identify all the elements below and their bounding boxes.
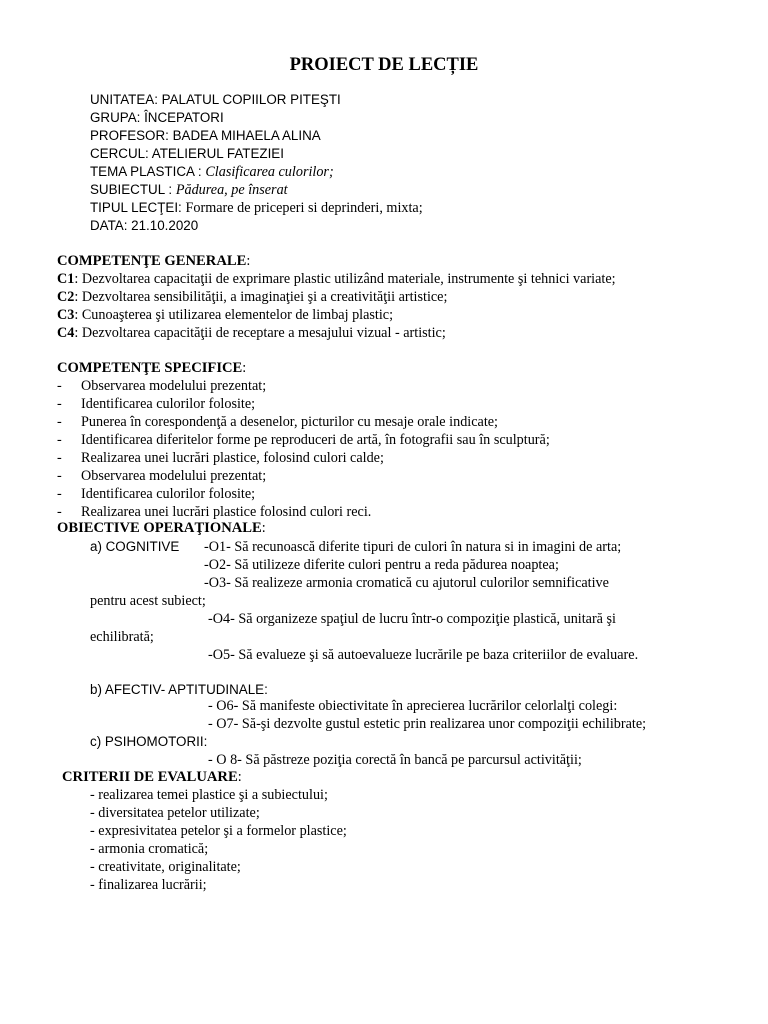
competenta-c3: C3: Cunoaşterea şi utilizarea elementelor de limbaj plastic; bbox=[57, 307, 394, 323]
list-item: Identificarea diferitelor forme pe reproduceri de artă, în fotografii sau în sculptură; bbox=[81, 432, 550, 448]
competenta-c4: C4: Dezvoltarea capacităţii de receptare a mesajului vizual - artistic; bbox=[57, 325, 446, 341]
competenta-c1: C1: Dezvoltarea capacitaţii de exprimare plastic utilizând materiale, instrumente şi tehnici variate; bbox=[57, 271, 616, 287]
objective-o7: - O7- Să-şi dezvolte gustul estetic prin realizarea unor compoziţii echilibrate; bbox=[208, 716, 647, 732]
data-line: DATA: 21.10.2020 bbox=[90, 218, 199, 233]
cercul-line: CERCUL: ATELIERUL FATEZIEI bbox=[90, 146, 284, 161]
subiectul-line bbox=[90, 181, 288, 199]
objective-o2: -O2- Să utilizeze diferite culori pentru a reda pădurea noaptea; bbox=[204, 557, 559, 573]
list-bullet: - bbox=[57, 486, 62, 502]
list-item: Punerea în corespondenţă a desenelor, picturilor cu mesaje orale indicate; bbox=[81, 414, 498, 430]
tipul-label: TIPUL LECŢEI: bbox=[90, 200, 186, 215]
tipul-value: Formare de priceperi si deprinderi, mixta; bbox=[185, 200, 423, 216]
list-item: Identificarea culorilor folosite; bbox=[81, 396, 256, 412]
list-item: Realizarea unei lucrări plastice, folosind culori calde; bbox=[81, 450, 384, 466]
obiective-heading: OBIECTIVE OPERAŢIONALE: bbox=[57, 520, 266, 536]
profesor-line: PROFESOR: BADEA MIHAELA ALINA bbox=[90, 128, 321, 143]
psihomotorii-label: c) PSIHOMOTORII: bbox=[90, 734, 208, 749]
tema-line bbox=[90, 163, 334, 181]
list-bullet: - bbox=[57, 378, 62, 394]
list-bullet: - bbox=[57, 414, 62, 430]
objective-o3-continued: pentru acest subiect; bbox=[90, 593, 206, 609]
competenta-c2: C2: Dezvoltarea sensibilităţii, a imaginaţiei şi a creativităţii artistice; bbox=[57, 289, 448, 305]
subiectul-label: SUBIECTUL : bbox=[90, 182, 176, 197]
list-item: Realizarea unei lucrări plastice folosind culori reci. bbox=[81, 504, 372, 520]
afectiv-label: b) AFECTIV- APTITUDINALE: bbox=[90, 682, 268, 697]
competente-generale-heading: COMPETENŢE GENERALE: bbox=[57, 253, 251, 269]
list-item: Observarea modelului prezentat; bbox=[81, 468, 267, 484]
criteriu-item: - creativitate, originalitate; bbox=[90, 859, 241, 875]
objective-o8: - O 8- Să păstreze poziţia corectă în bancă pe parcursul activităţii; bbox=[208, 752, 582, 768]
criteriu-item: - armonia cromatică; bbox=[90, 841, 209, 857]
objective-o1: -O1- Să recunoască diferite tipuri de culori în natura si in imagini de arta; bbox=[204, 539, 622, 555]
tema-value: Clasificarea culorilor; bbox=[205, 164, 334, 180]
subiectul-value: Pădurea, pe înserat bbox=[175, 182, 288, 198]
unitatea-line: UNITATEA: PALATUL COPIILOR PITEŞTI bbox=[90, 92, 341, 107]
tipul-line bbox=[90, 199, 423, 217]
criteriu-item: - expresivitatea petelor şi a formelor plastice; bbox=[90, 823, 347, 839]
criterii-heading: CRITERII DE EVALUARE: bbox=[62, 769, 242, 785]
grupa-line: GRUPA: ÎNCEPATORI bbox=[90, 110, 224, 125]
tema-label: TEMA PLASTICA : bbox=[90, 164, 206, 179]
criteriu-item: - realizarea temei plastice şi a subiectului; bbox=[90, 787, 328, 803]
cognitive-label: a) COGNITIVE bbox=[90, 539, 180, 554]
objective-o5: -O5- Să evalueze şi să autoevalueze lucrările pe baza criteriilor de evaluare. bbox=[208, 647, 639, 663]
objective-o4: -O4- Să organizeze spaţiul de lucru într-o compoziţie plastică, unitară şi bbox=[208, 611, 616, 627]
list-bullet: - bbox=[57, 504, 62, 520]
objective-o4-continued: echilibrată; bbox=[90, 629, 154, 645]
list-bullet: - bbox=[57, 432, 62, 448]
competente-specifice-heading: COMPETENŢE SPECIFICE: bbox=[57, 360, 247, 376]
list-item: Observarea modelului prezentat; bbox=[81, 378, 267, 394]
list-item: Identificarea culorilor folosite; bbox=[81, 486, 256, 502]
criteriu-item: - finalizarea lucrării; bbox=[90, 877, 207, 893]
list-bullet: - bbox=[57, 396, 62, 412]
list-bullet: - bbox=[57, 468, 62, 484]
page-title: PROIECT DE LECȚIE bbox=[289, 55, 479, 75]
list-bullet: - bbox=[57, 450, 62, 466]
objective-o6: - O6- Să manifeste obiectivitate în aprecierea lucrărilor celorlalţi colegi: bbox=[208, 698, 618, 714]
criteriu-item: - diversitatea petelor utilizate; bbox=[90, 805, 260, 821]
objective-o3: -O3- Să realizeze armonia cromatică cu ajutorul culorilor semnificative bbox=[204, 575, 609, 591]
